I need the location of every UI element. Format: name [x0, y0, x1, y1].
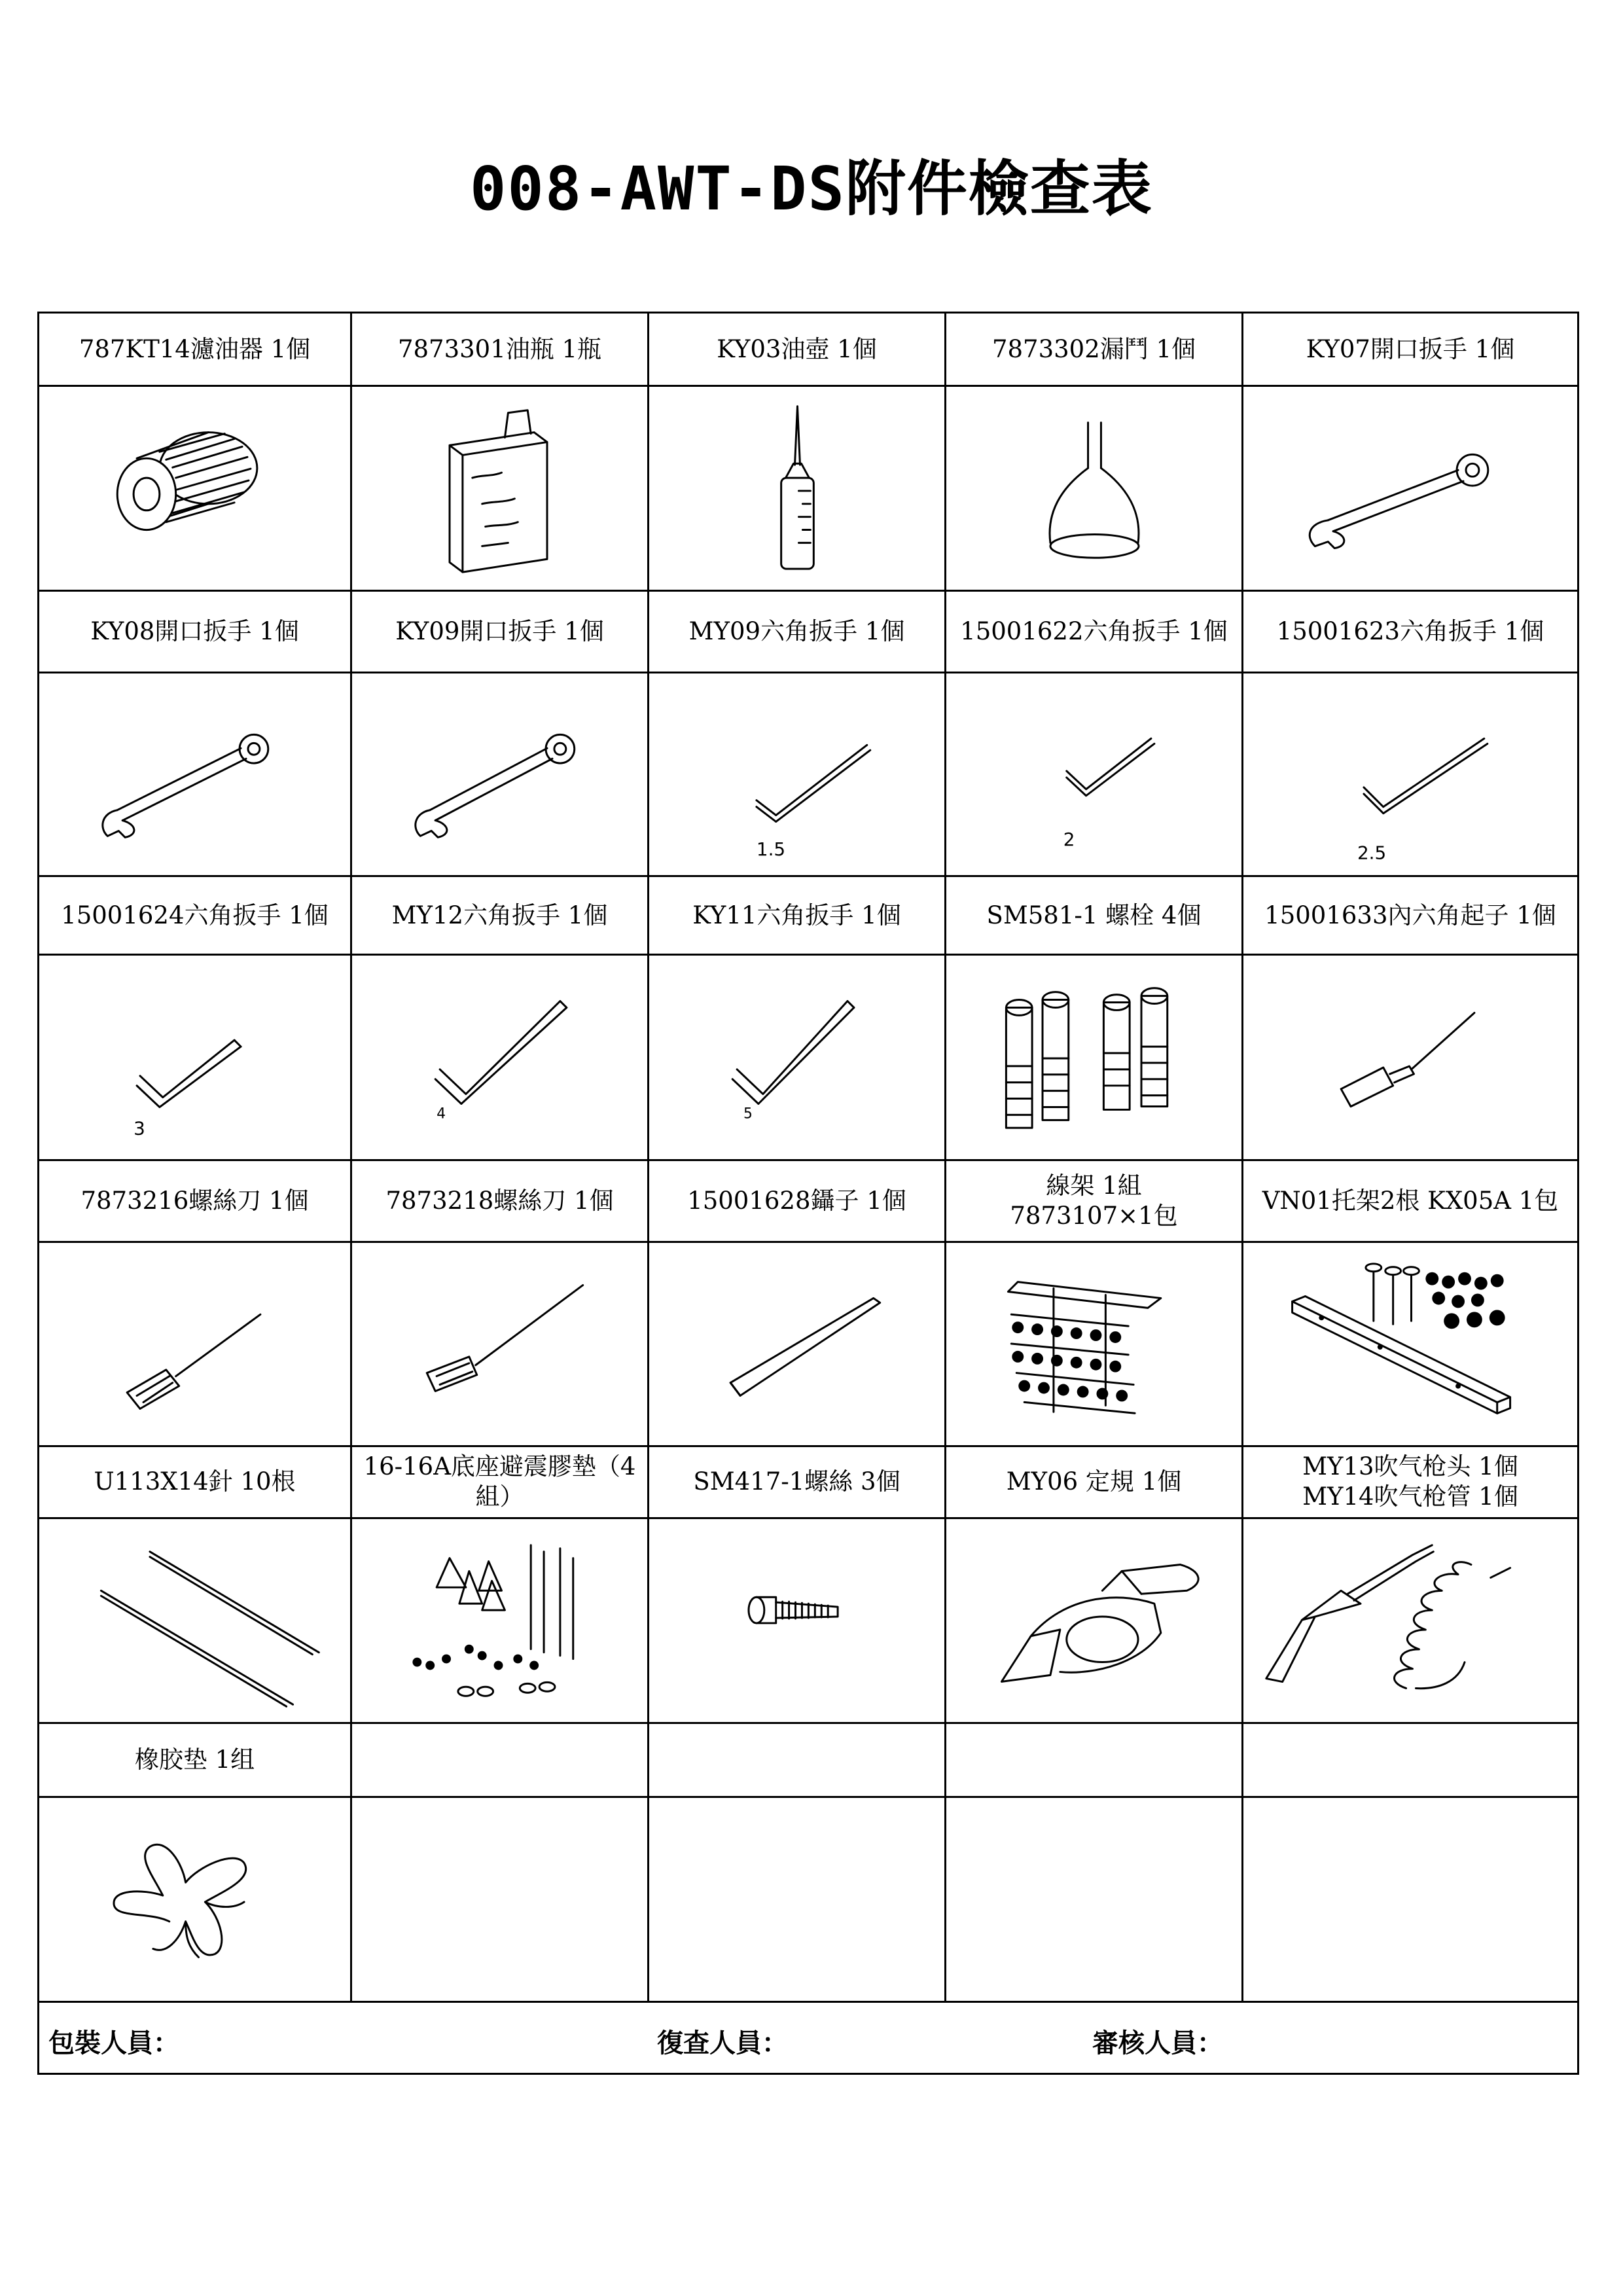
- air-gun-image: [1243, 1518, 1578, 1723]
- label-bolt-sm581: SM581-1 螺栓 4個: [946, 876, 1243, 955]
- screwdriver-7873216-image: [39, 1242, 351, 1446]
- label-screw-sm417: SM417-1螺絲 3個: [649, 1446, 946, 1518]
- empty-image-cell: [1243, 1797, 1578, 2001]
- oil-filter-image: [39, 386, 351, 591]
- screwdriver-icon: [1243, 956, 1577, 1158]
- label-air-gun: MY13吹气枪头 1個 MY14吹气枪管 1個: [1243, 1446, 1578, 1518]
- label-bracket: VN01托架2根 KX05A 1包: [1243, 1160, 1578, 1242]
- hex-key-3-image: [39, 955, 351, 1160]
- hex-key-4-image: [351, 955, 649, 1160]
- hex-key-1-5-image: [649, 673, 946, 876]
- hex-key-2-5-image: [1243, 673, 1578, 876]
- label-needles: U113X14針 10根: [39, 1446, 351, 1518]
- hex-size-label: 2.5: [1357, 842, 1387, 864]
- label-open-wrench-ky07: KY07開口扳手 1個: [1243, 313, 1578, 386]
- accessory-checklist-table: [37, 312, 1579, 2075]
- label-gauge: MY06 定規 1個: [946, 1446, 1243, 1518]
- thread-stand-image: [946, 1242, 1243, 1446]
- label-oil-bottle: 7873301油瓶 1瓶: [351, 313, 649, 386]
- gauge-image: [946, 1518, 1243, 1723]
- tweezers-icon: [649, 1243, 944, 1445]
- open-wrench-ky07-image: [1243, 386, 1578, 591]
- hex-key-icon: [39, 956, 350, 1158]
- signature-row: [39, 2001, 1578, 2073]
- hex-size-label: 3: [134, 1117, 145, 1139]
- label-hex-key-15001622: 15001622六角扳手 1個: [946, 591, 1243, 673]
- rubber-pad-icon: [39, 1798, 350, 2001]
- oil-bottle-image: [351, 386, 649, 591]
- rubber-pad-image: [39, 1797, 351, 2001]
- open-wrench-ky09-image: [351, 673, 649, 876]
- screwdriver-icon: [352, 1243, 647, 1445]
- funnel-icon: [946, 387, 1241, 590]
- label-screwdriver-7873218: 7873218螺絲刀 1個: [351, 1160, 649, 1242]
- needles-image: [39, 1518, 351, 1723]
- label-rubber-mounts: 16-16A底座避震膠墊（4組）: [351, 1446, 649, 1518]
- hex-key-icon: [649, 673, 944, 875]
- label-funnel: 7873302漏鬥 1個: [946, 313, 1243, 386]
- hex-key-2-image: [946, 673, 1243, 876]
- label-rubber-pad: 橡胶垫 1组: [39, 1723, 351, 1797]
- label-oil-can: KY03油壺 1個: [649, 313, 946, 386]
- open-wrench-icon: [352, 673, 647, 875]
- screwdriver-7873218-image: [351, 1242, 649, 1446]
- bracket-image: [1243, 1242, 1578, 1446]
- oil-can-icon: [649, 387, 944, 590]
- empty-label-cell: [649, 1723, 946, 1797]
- tweezers-image: [649, 1242, 946, 1446]
- label-tweezers: 15001628鑷子 1個: [649, 1160, 946, 1242]
- label-hex-key-my12: MY12六角扳手 1個: [351, 876, 649, 955]
- empty-label-cell: [351, 1723, 649, 1797]
- empty-label-cell: [1243, 1723, 1578, 1797]
- bolts-image: [946, 955, 1243, 1160]
- label-thread-stand: 線架 1組 7873107×1包: [946, 1160, 1243, 1242]
- gauge-icon: [946, 1519, 1241, 1722]
- empty-image-cell: [351, 1797, 649, 2001]
- hex-key-icon: [649, 956, 944, 1158]
- hex-key-icon: [1243, 673, 1577, 875]
- hex-size-label: 2: [1063, 829, 1075, 851]
- oil-bottle-icon: [352, 387, 647, 590]
- oil-filter-icon: [39, 387, 350, 590]
- hex-size-label: 5: [743, 1105, 753, 1122]
- bolt-icon: [946, 956, 1241, 1158]
- screw-sm417-image: [649, 1518, 946, 1723]
- label-open-wrench-ky09: KY09開口扳手 1個: [351, 591, 649, 673]
- page-title: [0, 141, 1623, 227]
- reviewer-label: 審核人員：: [1092, 2028, 1223, 2059]
- thread-stand-icon: [946, 1243, 1241, 1445]
- hex-size-label: 4: [437, 1105, 446, 1122]
- hex-key-icon: [946, 673, 1241, 875]
- empty-image-cell: [649, 1797, 946, 2001]
- hex-size-label: 1.5: [756, 838, 786, 861]
- label-hex-driver: 15001633內六角起子 1個: [1243, 876, 1578, 955]
- needle-icon: [39, 1519, 350, 1722]
- oil-can-image: [649, 386, 946, 591]
- rubber-mount-icon: [352, 1519, 647, 1722]
- label-oil-filter: 787KT14濾油器 1個: [39, 313, 351, 386]
- open-wrench-icon: [39, 673, 350, 875]
- label-screwdriver-7873216: 7873216螺絲刀 1個: [39, 1160, 351, 1242]
- open-wrench-icon: [1243, 387, 1577, 590]
- funnel-image: [946, 386, 1243, 591]
- empty-label-cell: [946, 1723, 1243, 1797]
- label-hex-key-15001623: 15001623六角扳手 1個: [1243, 591, 1578, 673]
- label-hex-key-15001624: 15001624六角扳手 1個: [39, 876, 351, 955]
- air-gun-icon: [1243, 1519, 1577, 1722]
- screwdriver-icon: [39, 1243, 350, 1445]
- open-wrench-ky08-image: [39, 673, 351, 876]
- rubber-mounts-image: [351, 1518, 649, 1723]
- bracket-icon: [1243, 1243, 1577, 1445]
- hex-driver-image: [1243, 955, 1578, 1160]
- label-hex-key-ky11: KY11六角扳手 1個: [649, 876, 946, 955]
- label-hex-key-my09: MY09六角扳手 1個: [649, 591, 946, 673]
- rechecker-label: 復查人員：: [657, 2028, 788, 2059]
- title-text: 008-AWT-DS附件檢查表: [470, 154, 1153, 224]
- hex-key-icon: [352, 956, 647, 1158]
- packer-label: 包裝人員：: [48, 2028, 179, 2059]
- screw-icon: [649, 1519, 944, 1722]
- hex-key-5-image: [649, 955, 946, 1160]
- label-open-wrench-ky08: KY08開口扳手 1個: [39, 591, 351, 673]
- empty-image-cell: [946, 1797, 1243, 2001]
